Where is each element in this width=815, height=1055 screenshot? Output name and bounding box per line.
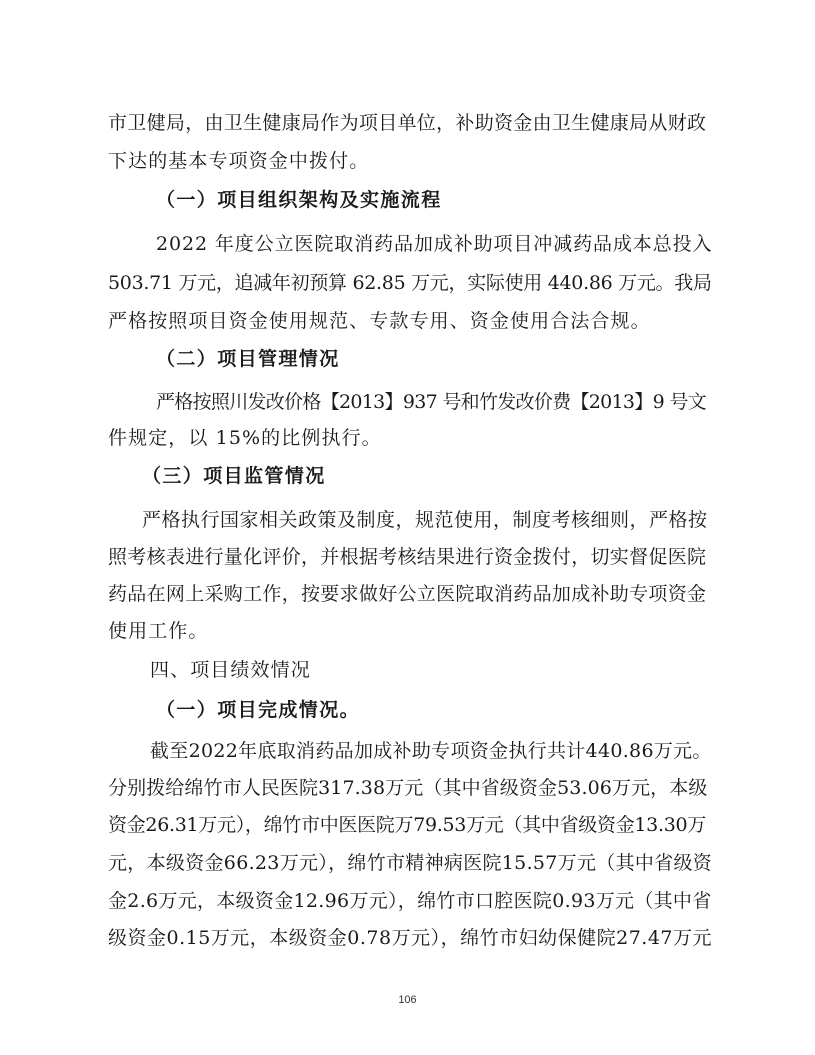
body-text-line: 503.71 万元，追减年初预算 62.85 万元，实际使用 440.86 万元。我局	[108, 272, 712, 294]
body-text-line: 下达的基本专项资金中拨付。	[108, 150, 370, 172]
body-text-line: 件规定，以 15%的比例执行。	[108, 427, 382, 449]
body-text-line: 截至2022年底取消药品加成补助专项资金执行共计440.86万元。	[150, 740, 712, 762]
section-heading: （三）项目监管情况	[142, 465, 326, 487]
body-text-line: 市卫健局，由卫生健康局作为项目单位，补助资金由卫生健康局从财政	[108, 112, 707, 134]
page-number: 106	[398, 994, 417, 1006]
body-text-line: 药品在网上采购工作，按要求做好公立医院取消药品加成补助专项资金	[108, 583, 707, 605]
body-text-line: 严格执行国家相关政策及制度，规范使用，制度考核细则，严格按	[142, 509, 708, 531]
body-text-line: 元，本级资金66.23万元），绵竹市精神病医院15.57万元（其中省级资	[108, 852, 713, 874]
chapter-heading: 四、项目绩效情况	[150, 659, 311, 681]
body-text-line: 2022 年度公立医院取消药品加成补助项目冲减药品成本总投入	[156, 233, 713, 255]
body-text-line: 资金26.31万元），绵竹市中医医院万79.53万元（其中省级资金13.30万	[108, 814, 706, 836]
section-heading: （一）项目组织架构及实施流程	[156, 189, 442, 211]
section-heading: （二）项目管理情况	[156, 348, 340, 370]
body-text-line: 分别拨给绵竹市人民医院317.38万元（其中省级资金53.06万元，本级	[108, 777, 708, 799]
body-text-line: 严格按照川发改价格【2013】937 号和竹发改价费【2013】9 号文	[156, 391, 706, 413]
body-text-line: 级资金0.15万元，本级资金0.78万元），绵竹市妇幼保健院27.47万元	[108, 927, 713, 949]
section-heading: （一）项目完成情况。	[156, 699, 361, 721]
body-text-line: 金2.6万元，本级资金12.96万元），绵竹市口腔医院0.93万元（其中省	[108, 890, 712, 912]
body-text-line: 使用工作。	[108, 620, 209, 642]
body-text-line: 严格按照项目资金使用规范、专款专用、资金使用合法合规。	[108, 310, 651, 332]
body-text-line: 照考核表进行量化评价，并根据考核结果进行资金拨付，切实督促医院	[108, 546, 707, 568]
